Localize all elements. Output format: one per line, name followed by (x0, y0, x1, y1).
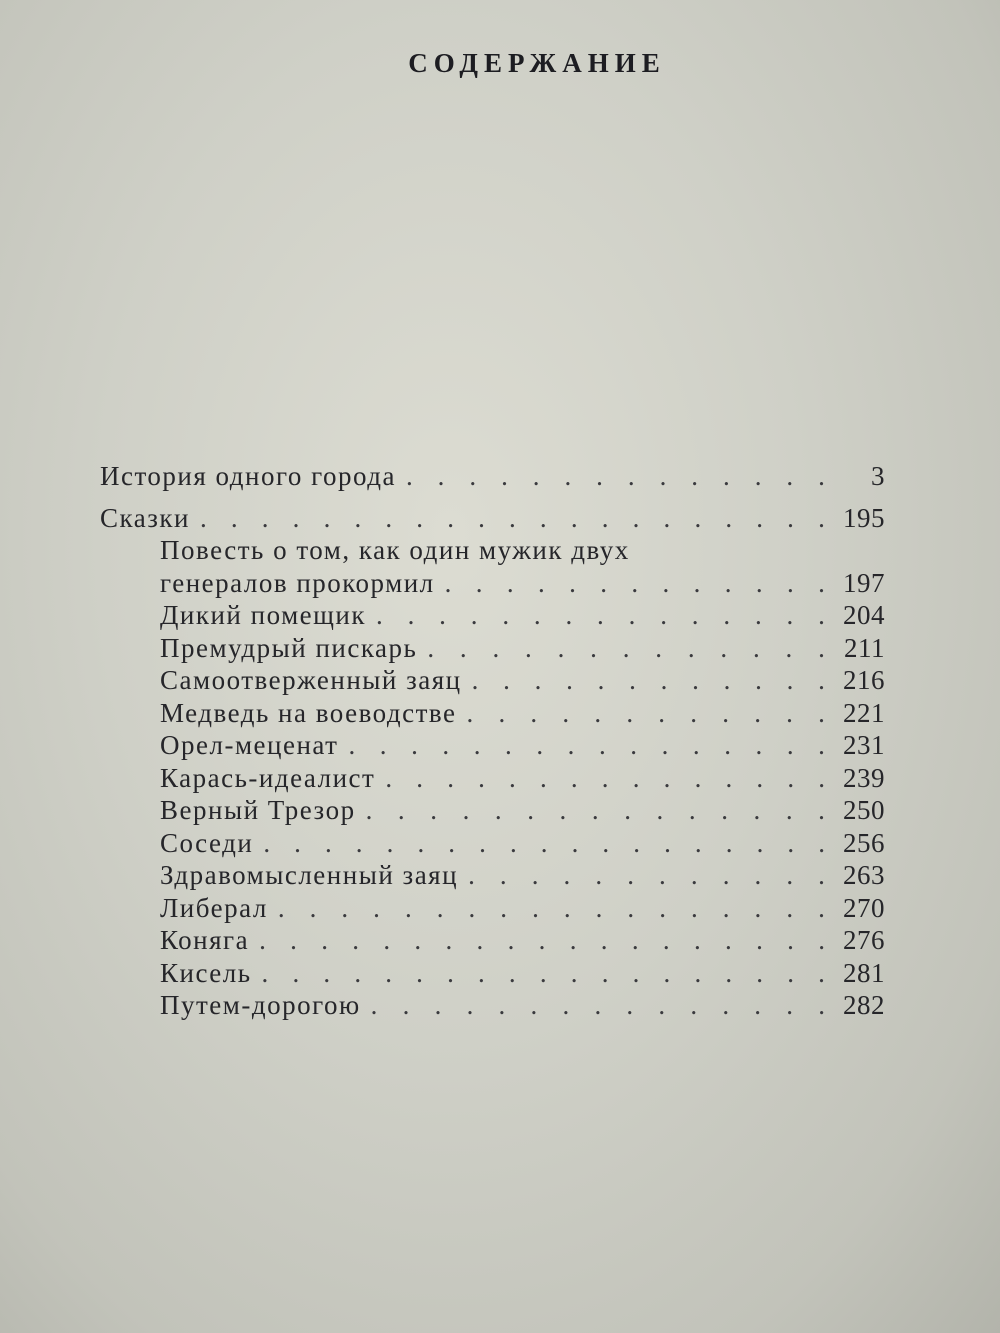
toc-subentry (100, 794, 885, 827)
toc-subentry-title: Верный Трезор (160, 795, 356, 825)
toc-subentry (100, 664, 885, 697)
toc-subentry (100, 599, 885, 632)
toc-subentry (100, 989, 885, 1022)
dot-leader: . . . . . . . . . . . . . . . . . . . (263, 827, 825, 858)
toc-entry-title: История одного города (100, 461, 396, 491)
dot-leader: . . . . . . . . . . . . . . . . . . . (261, 957, 825, 988)
dot-leader: . . . . . . . . . . . . . (444, 567, 825, 598)
toc-entry-page: 195 (843, 502, 885, 533)
toc-subentry-page: 231 (843, 730, 885, 760)
toc-subentry-page: 276 (843, 925, 885, 955)
toc-subentry-title: Коняга (160, 925, 250, 955)
toc-subentry (100, 697, 885, 730)
toc-subentry-title: Дикий помещик (160, 600, 366, 630)
toc-entry (100, 460, 885, 493)
toc-subentry-page: 270 (843, 892, 885, 923)
toc-subentry (100, 632, 885, 665)
toc-subentry-page: 204 (843, 600, 885, 630)
toc-subentry-page: 281 (843, 957, 885, 988)
toc-subentry (100, 762, 885, 795)
page-title: СОДЕРЖАНИЕ (408, 48, 666, 78)
toc-subentry-title: Кисель (160, 957, 252, 988)
toc-subentry-title: Премудрый пискарь (160, 632, 418, 663)
toc-subentry-title: Самоотверженный заяц (160, 665, 462, 695)
toc-subentry-title: генералов прокормил (160, 567, 435, 598)
toc-subentry-title: Здравомысленный заяц (160, 860, 459, 890)
toc-subentry (100, 729, 885, 762)
dot-leader: . . . . . . . . . . . . (468, 860, 825, 890)
toc-entry (100, 502, 885, 535)
toc-subentry-page: 263 (843, 860, 885, 890)
tales-list (100, 567, 885, 1022)
dot-leader: . . . . . . . . . . . . . . . (370, 990, 825, 1020)
dot-leader: . . . . . . . . . . . . . . . . . . (277, 892, 825, 923)
toc-subentry-page: 221 (843, 697, 885, 728)
toc-subentry-title-line: Повесть о том, как один мужик двух (160, 535, 630, 565)
toc-subentry-page: 282 (843, 990, 885, 1020)
toc-subentry-title: Соседи (160, 827, 254, 858)
dot-leader: . . . . . . . . . . . . . . . . (348, 730, 825, 760)
toc-subentry-page: 239 (843, 762, 885, 793)
toc-subentry-page: 256 (843, 827, 885, 858)
table-of-contents (100, 460, 885, 1022)
toc-entry-page: 3 (871, 461, 885, 491)
toc-subentry-continuation (100, 534, 885, 567)
toc-subentry (100, 924, 885, 957)
toc-subentry (100, 567, 885, 600)
dot-leader: . . . . . . . . . . . . . . . (365, 795, 825, 825)
dot-leader: . . . . . . . . . . . . . . . (376, 600, 825, 630)
toc-subentry-page: 197 (843, 567, 885, 598)
dot-leader: . . . . . . . . . . . . (471, 665, 825, 695)
dot-leader: . . . . . . . . . . . . . . . . . . . . . (199, 502, 825, 533)
toc-subentry-page: 216 (843, 665, 885, 695)
dot-leader: . . . . . . . . . . . . . . . (385, 762, 825, 793)
dot-leader: . . . . . . . . . . . . (466, 697, 825, 728)
toc-subentry-title: Путем-дорогою (160, 990, 361, 1020)
toc-subentry (100, 957, 885, 990)
toc-subentry-title: Либерал (160, 892, 268, 923)
toc-entry-title: Сказки (100, 502, 190, 533)
toc-subentry (100, 827, 885, 860)
dot-leader: . . . . . . . . . . . . . . (405, 461, 825, 491)
toc-subentry-page: 250 (843, 795, 885, 825)
dot-leader: . . . . . . . . . . . . . (427, 632, 825, 663)
toc-subentry (100, 892, 885, 925)
toc-subentry-title: Карась-идеалист (160, 762, 376, 793)
toc-subentry (100, 859, 885, 892)
toc-subentry-title: Орел-меценат (160, 730, 339, 760)
toc-subentry-page: 211 (844, 632, 885, 663)
toc-subentry-title: Медведь на воеводстве (160, 697, 457, 728)
dot-leader: . . . . . . . . . . . . . . . . . . . (259, 925, 825, 955)
